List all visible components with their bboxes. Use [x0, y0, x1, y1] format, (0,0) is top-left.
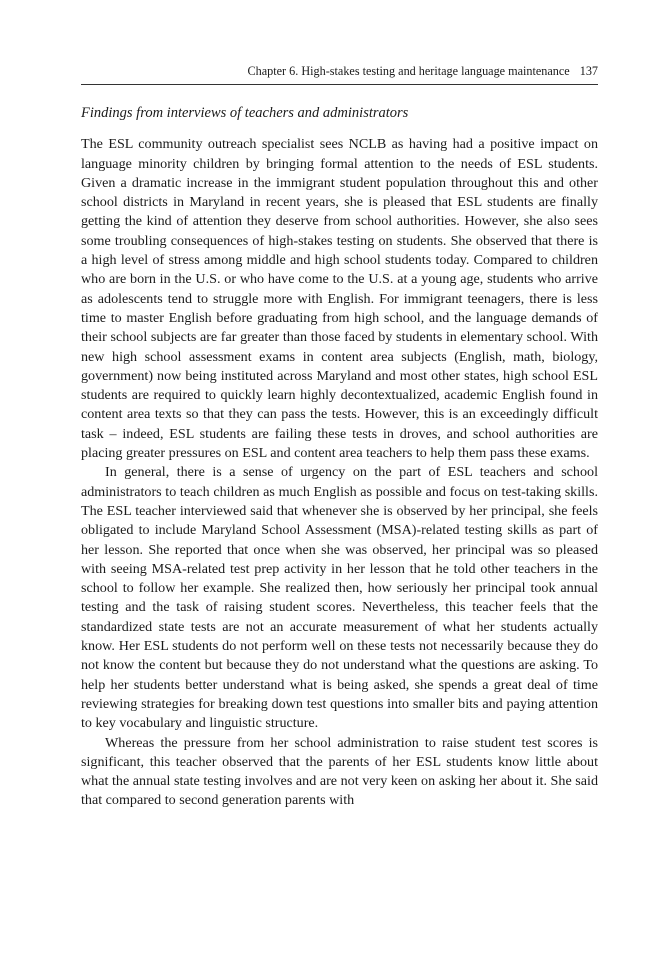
- page-body: [81, 104, 598, 811]
- paragraph-1: The ESL community outreach specialist sees NCLB as having had a positive impact on language minority children by bringing formal attention to the needs of ESL students. Given a dramatic increase in the immigrant student population throughout this and other school districts in Maryland in recent years, she is pleased that ESL students are finally getting the kind of attention they deserve from school authorities. However, she also sees some troubling consequences of high-stakes testing on students. She observed that there is a high level of stress among middle and high school students today. Compared to children who are born in the U.S. or who have come to the U.S. at a young age, students who arrive as adolescents tend to struggle more with English. For immigrant teenagers, there is less time to master English before graduating from high school, and the language demands of their school subjects are far greater than those faced by students in elementary school. With new high school assessment exams in content area subjects (English, math, biology, government) now being instituted across Maryland and most other states, high school ESL students are required to quickly learn highly decontextualized, academic English found in content area texts so that they can pass the tests. However, this is an exceedingly difficult task – indeed, ESL students are failing these tests in droves, and school authorities are placing greater pressures on ESL and content area teachers to help them pass these exams.: [81, 136, 598, 462]
- page-number: 137: [579, 64, 598, 78]
- section-heading: Findings from interviews of teachers and administrators: [81, 105, 409, 121]
- paragraph-2: In general, there is a sense of urgency on the part of ESL teachers and school administrators to teach children as much English as possible and focus on test-taking skills. The ESL teacher interviewed said that whenever she is observed by her principal, she feels obligated to include Maryland School Assessment (MSA)-related testing skills as part of her lesson. She reported that once when she was observed, her principal was so pleased with seeing MSA-related test prep activity in her lesson that he told other teachers in the school to follow her example. She realized then, how seriously her principal took annual testing and the task of raising student scores. Nevertheless, this teacher feels that the standardized state tests are not an accurate measurement of what her students actually know. Her ESL students do not perform well on these tests not necessarily because they do not know the content but because they do not understand what the questions are asking. To help her students better understand what is being asked, she spends a great deal of time reviewing strategies for breaking down test questions into smaller bits and paying attention to key vocabulary and linguistic structure.: [81, 464, 598, 732]
- chapter-title: Chapter 6. High-stakes testing and heritage language maintenance: [247, 64, 570, 78]
- running-header: [81, 64, 598, 85]
- paragraph-3: Whereas the pressure from her school administration to raise student test scores is significant, this teacher observed that the parents of her ESL students know little about what the annual state testing involves and are not very keen on asking her about it. She said that compared to second generation parents with: [81, 734, 598, 809]
